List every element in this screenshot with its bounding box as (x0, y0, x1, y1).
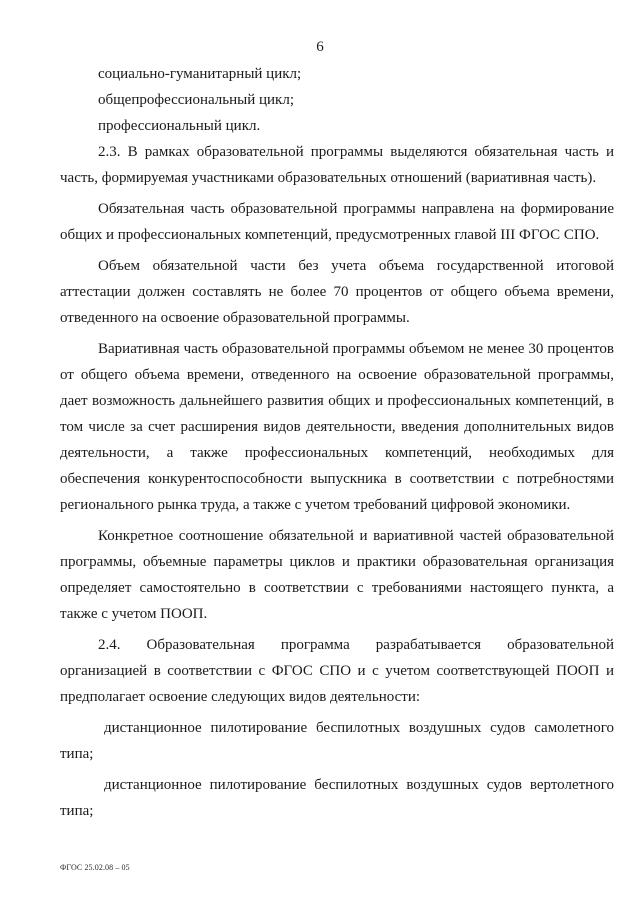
document-body (60, 61, 614, 824)
document-footer-code: ФГОС 25.02.08 – 05 (60, 863, 130, 872)
list-item-cycle: социально-гуманитарный цикл; (98, 66, 302, 82)
ratio-paragraph: Конкретное соотношение обязательной и вариативной частей образовательной программы, объемные параметры циклов и практики образовательная организация определяет самостоятельно в соответствии с требованиями настоящего пункта, а также с учетом ПООП. (60, 528, 614, 622)
list-item-cycle: общепрофессиональный цикл; (98, 92, 294, 108)
variable-part-paragraph: Вариативная часть образовательной программы объемом не менее 30 процентов от общего объема времени, отведенного на освоение образовательной программы, дает возможность дальнейшего развития общих и профессиональных компетенций, в том числе за счет расширения видов деятельности, введения дополнительных видов деятельности, а также профессиональных компетенций, необходимых для обеспечения конкурентоспособности выпускника в соответствии с потребностями регионального рынка труда, а также с учетом требований цифровой экономики. (60, 341, 614, 513)
mandatory-part-paragraph: Обязательная часть образовательной программы направлена на формирование общих и профессиональных компетенций, предусмотренных главой III ФГОС СПО. (60, 201, 614, 243)
section-2-3-paragraph: 2.3. В рамках образовательной программы выделяются обязательная часть и часть, формируемая участниками образовательных отношений (вариативная часть). (60, 144, 614, 186)
page-number: 6 (316, 39, 324, 55)
activity-item: дистанционное пилотирование беспилотных воздушных судов вертолетного типа; (60, 777, 614, 819)
mandatory-volume-paragraph: Объем обязательной части без учета объема государственной итоговой аттестации должен составлять не более 70 процентов от общего объема времени, отведенного на освоение образовательной программы. (60, 258, 614, 326)
section-2-4-paragraph: 2.4. Образовательная программа разрабатывается образовательной организацией в соответствии с ФГОС СПО и с учетом соответствующей ПООП и предполагает освоение следующих видов деятельности: (60, 637, 614, 705)
list-item-cycle: профессиональный цикл. (98, 118, 261, 134)
activity-item: дистанционное пилотирование беспилотных воздушных судов самолетного типа; (60, 720, 614, 762)
